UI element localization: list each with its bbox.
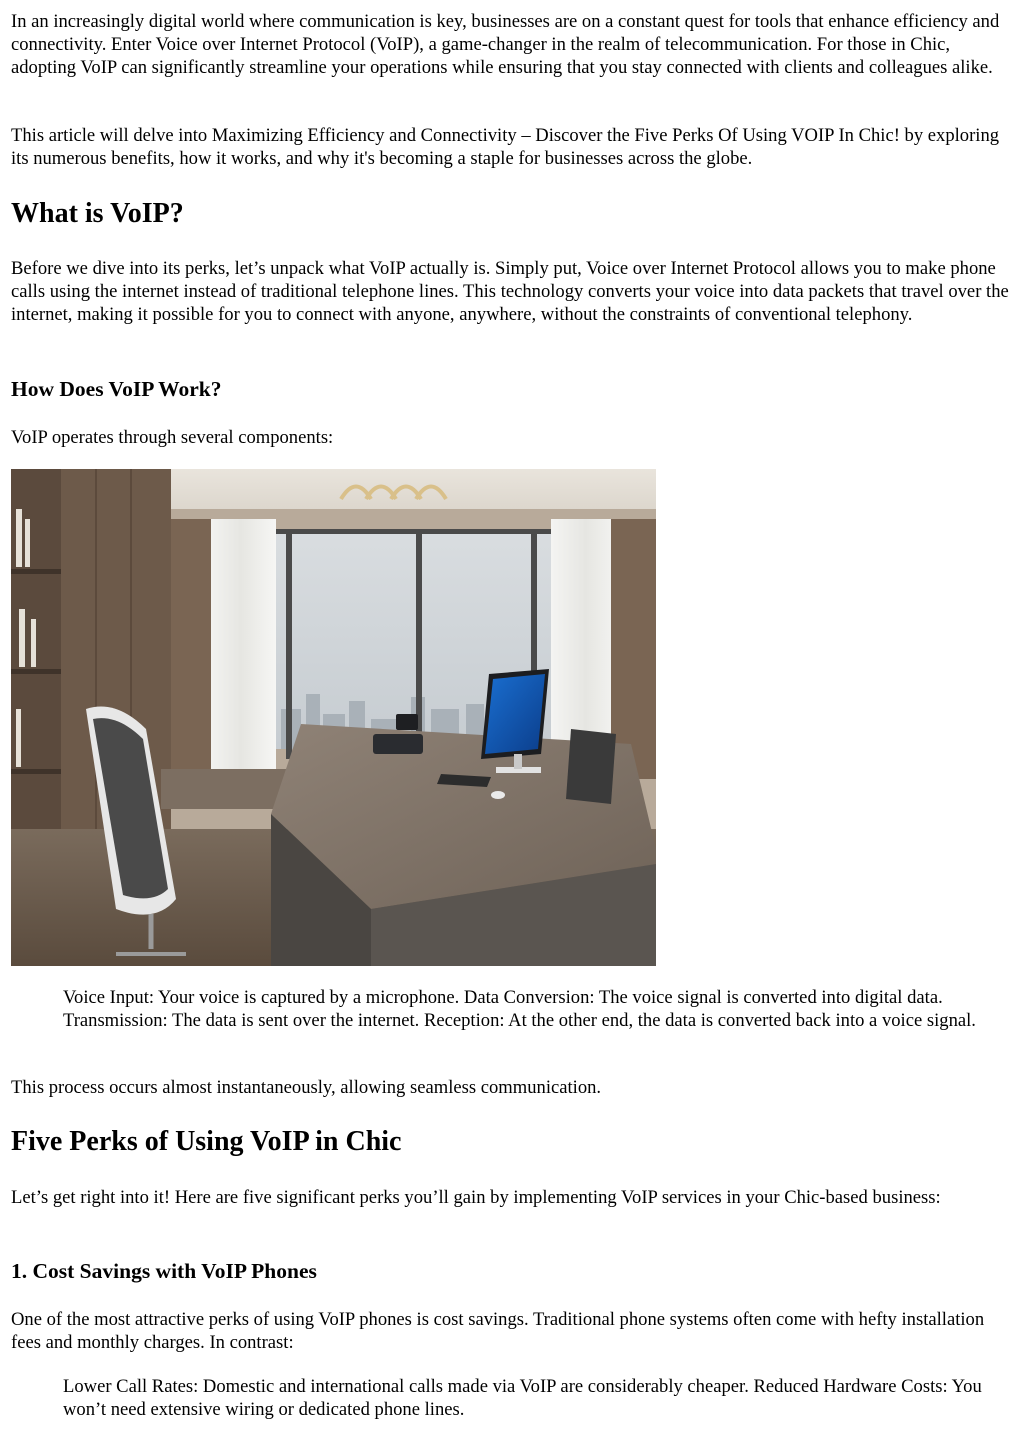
office-photo	[11, 469, 656, 966]
cost-savings-paragraph: One of the most attractive perks of using VoIP phones is cost savings. Traditional phone systems often come with hefty installation fees and monthly charges. In contrast:	[11, 1309, 985, 1353]
process-paragraph: This process occurs almost instantaneously, allowing seamless communication.	[11, 1077, 602, 1098]
heading-cost-savings: 1. Cost Savings with VoIP Phones	[11, 1259, 317, 1283]
heading-five-perks: Five Perks of Using VoIP in Chic	[11, 1126, 402, 1157]
heading-how-does-voip-work: How Does VoIP Work?	[11, 377, 222, 401]
five-perks-paragraph: Let’s get right into it! Here are five significant perks you’ll gain by implementing VoIP services in your Chic-based business:	[11, 1187, 941, 1208]
components-blockquote: Voice Input: Your voice is captured by a microphone. Data Conversion: The voice signal is converted into digital data. Transmission: The data is sent over the internet. Reception: At the other end, the data is converted back into a voice signal.	[63, 987, 976, 1031]
heading-what-is-voip: What is VoIP?	[11, 198, 184, 229]
intro-paragraph-2: This article will delve into Maximizing Efficiency and Connectivity – Discover the Five Perks Of Using VOIP In Chic! by exploring its numerous benefits, how it works, and why it's becoming a staple for businesses across the globe.	[11, 125, 1000, 169]
what-is-voip-paragraph: Before we dive into its perks, let’s unpack what VoIP actually is. Simply put, Voice over Internet Protocol allows you to make phone calls using the internet instead of traditional telephone lines. This technology converts your voice into data packets that travel over the internet, making it possible for you to connect with anyone, anywhere, without the constraints of conventional telephony.	[11, 258, 1009, 325]
cost-savings-blockquote: Lower Call Rates: Domestic and international calls made via VoIP are considerably cheaper. Reduced Hardware Costs: You won’t need extensive wiring or dedicated phone lines.	[63, 1376, 982, 1420]
how-does-voip-work-paragraph: VoIP operates through several components:	[11, 427, 334, 448]
intro-paragraph-1: In an increasingly digital world where communication is key, businesses are on a constant quest for tools that enhance efficiency and connectivity. Enter Voice over Internet Protocol (VoIP), a game-changer in the realm of telecommunication. For those in Chic, adopting VoIP can significantly streamline your operations while ensuring that you stay connected with clients and colleagues alike.	[11, 11, 1000, 78]
